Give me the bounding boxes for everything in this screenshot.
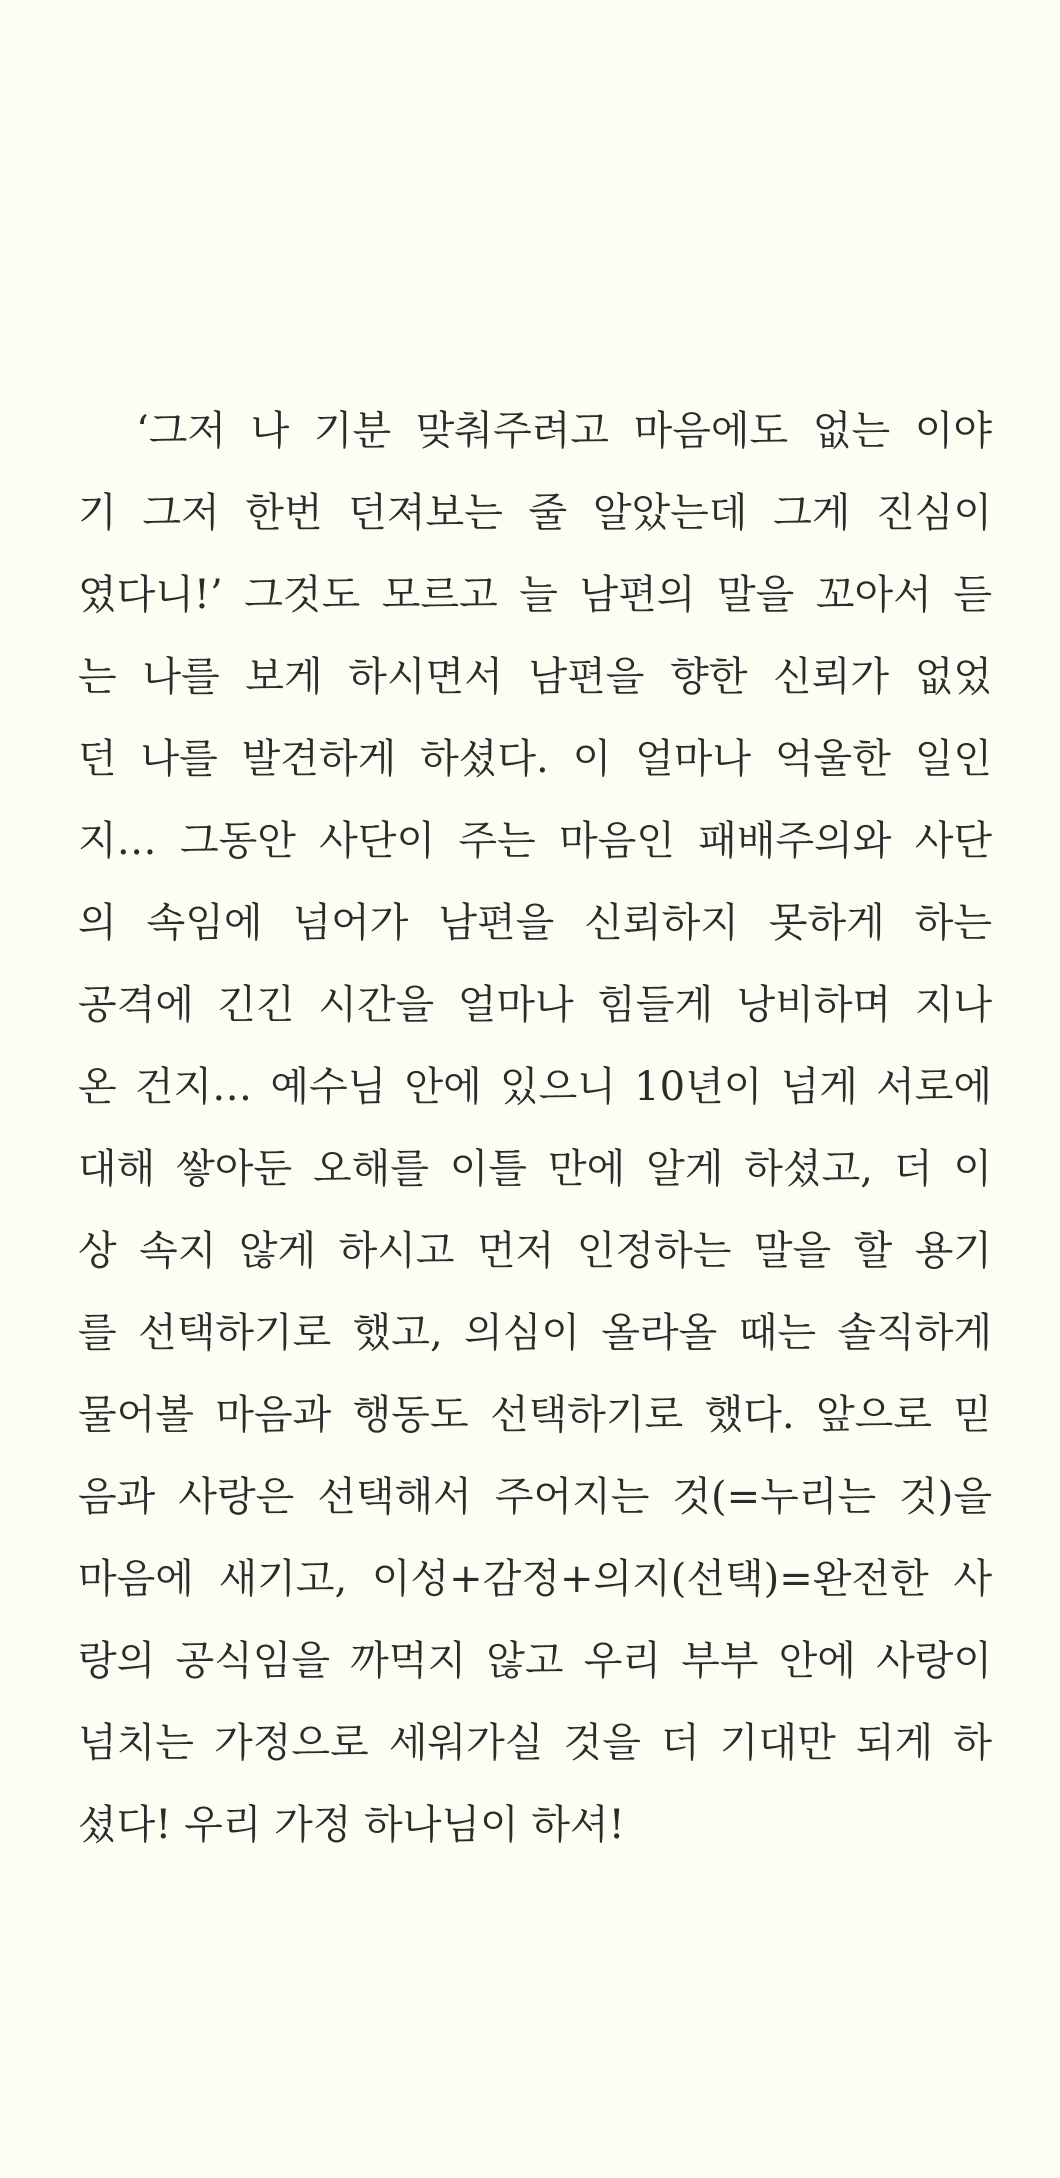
paragraph-line: 상 속지 않게 하시고 먼저 인정하는 말을 할 용기 [78, 1228, 992, 1274]
body-paragraph [78, 390, 992, 1866]
paragraph-line: 던 나를 발견하게 하셨다. 이 얼마나 억울한 일인 [78, 736, 992, 782]
paragraph-line: 는 나를 보게 하시면서 남편을 향한 신뢰가 없었 [78, 654, 992, 700]
paragraph-line: 였다니!’ 그것도 모르고 늘 남편의 말을 꼬아서 듣 [78, 572, 992, 618]
paragraph-line: 랑의 공식임을 까먹지 않고 우리 부부 안에 사랑이 [78, 1638, 992, 1684]
paragraph-line: 마음에 새기고, 이성+감정+의지(선택)=완전한 사 [78, 1556, 992, 1602]
paragraph-line: 넘치는 가정으로 세워가실 것을 더 기대만 되게 하 [78, 1720, 992, 1766]
paragraph-line: 셨다! 우리 가정 하나님이 하셔! [78, 1802, 625, 1848]
paragraph-line: 의 속임에 넘어가 남편을 신뢰하지 못하게 하는 [78, 900, 992, 946]
paragraph-line: 물어볼 마음과 행동도 선택하기로 했다. 앞으로 믿 [78, 1392, 992, 1438]
paragraph-line: 온 건지… 예수님 안에 있으니 10년이 넘게 서로에 [78, 1064, 992, 1110]
paragraph-line: 지… 그동안 사단이 주는 마음인 패배주의와 사단 [78, 818, 992, 864]
paragraph-line: ‘그저 나 기분 맞춰주려고 마음에도 없는 이야 [136, 408, 992, 454]
paragraph-line: 기 그저 한번 던져보는 줄 알았는데 그게 진심이 [78, 490, 992, 536]
paragraph-line: 대해 쌓아둔 오해를 이틀 만에 알게 하셨고, 더 이 [78, 1146, 992, 1192]
paragraph-line: 음과 사랑은 선택해서 주어지는 것(=누리는 것)을 [78, 1474, 992, 1520]
paragraph-line: 공격에 긴긴 시간을 얼마나 힘들게 낭비하며 지나 [78, 982, 992, 1028]
paragraph-line: 를 선택하기로 했고, 의심이 올라올 때는 솔직하게 [78, 1310, 992, 1356]
